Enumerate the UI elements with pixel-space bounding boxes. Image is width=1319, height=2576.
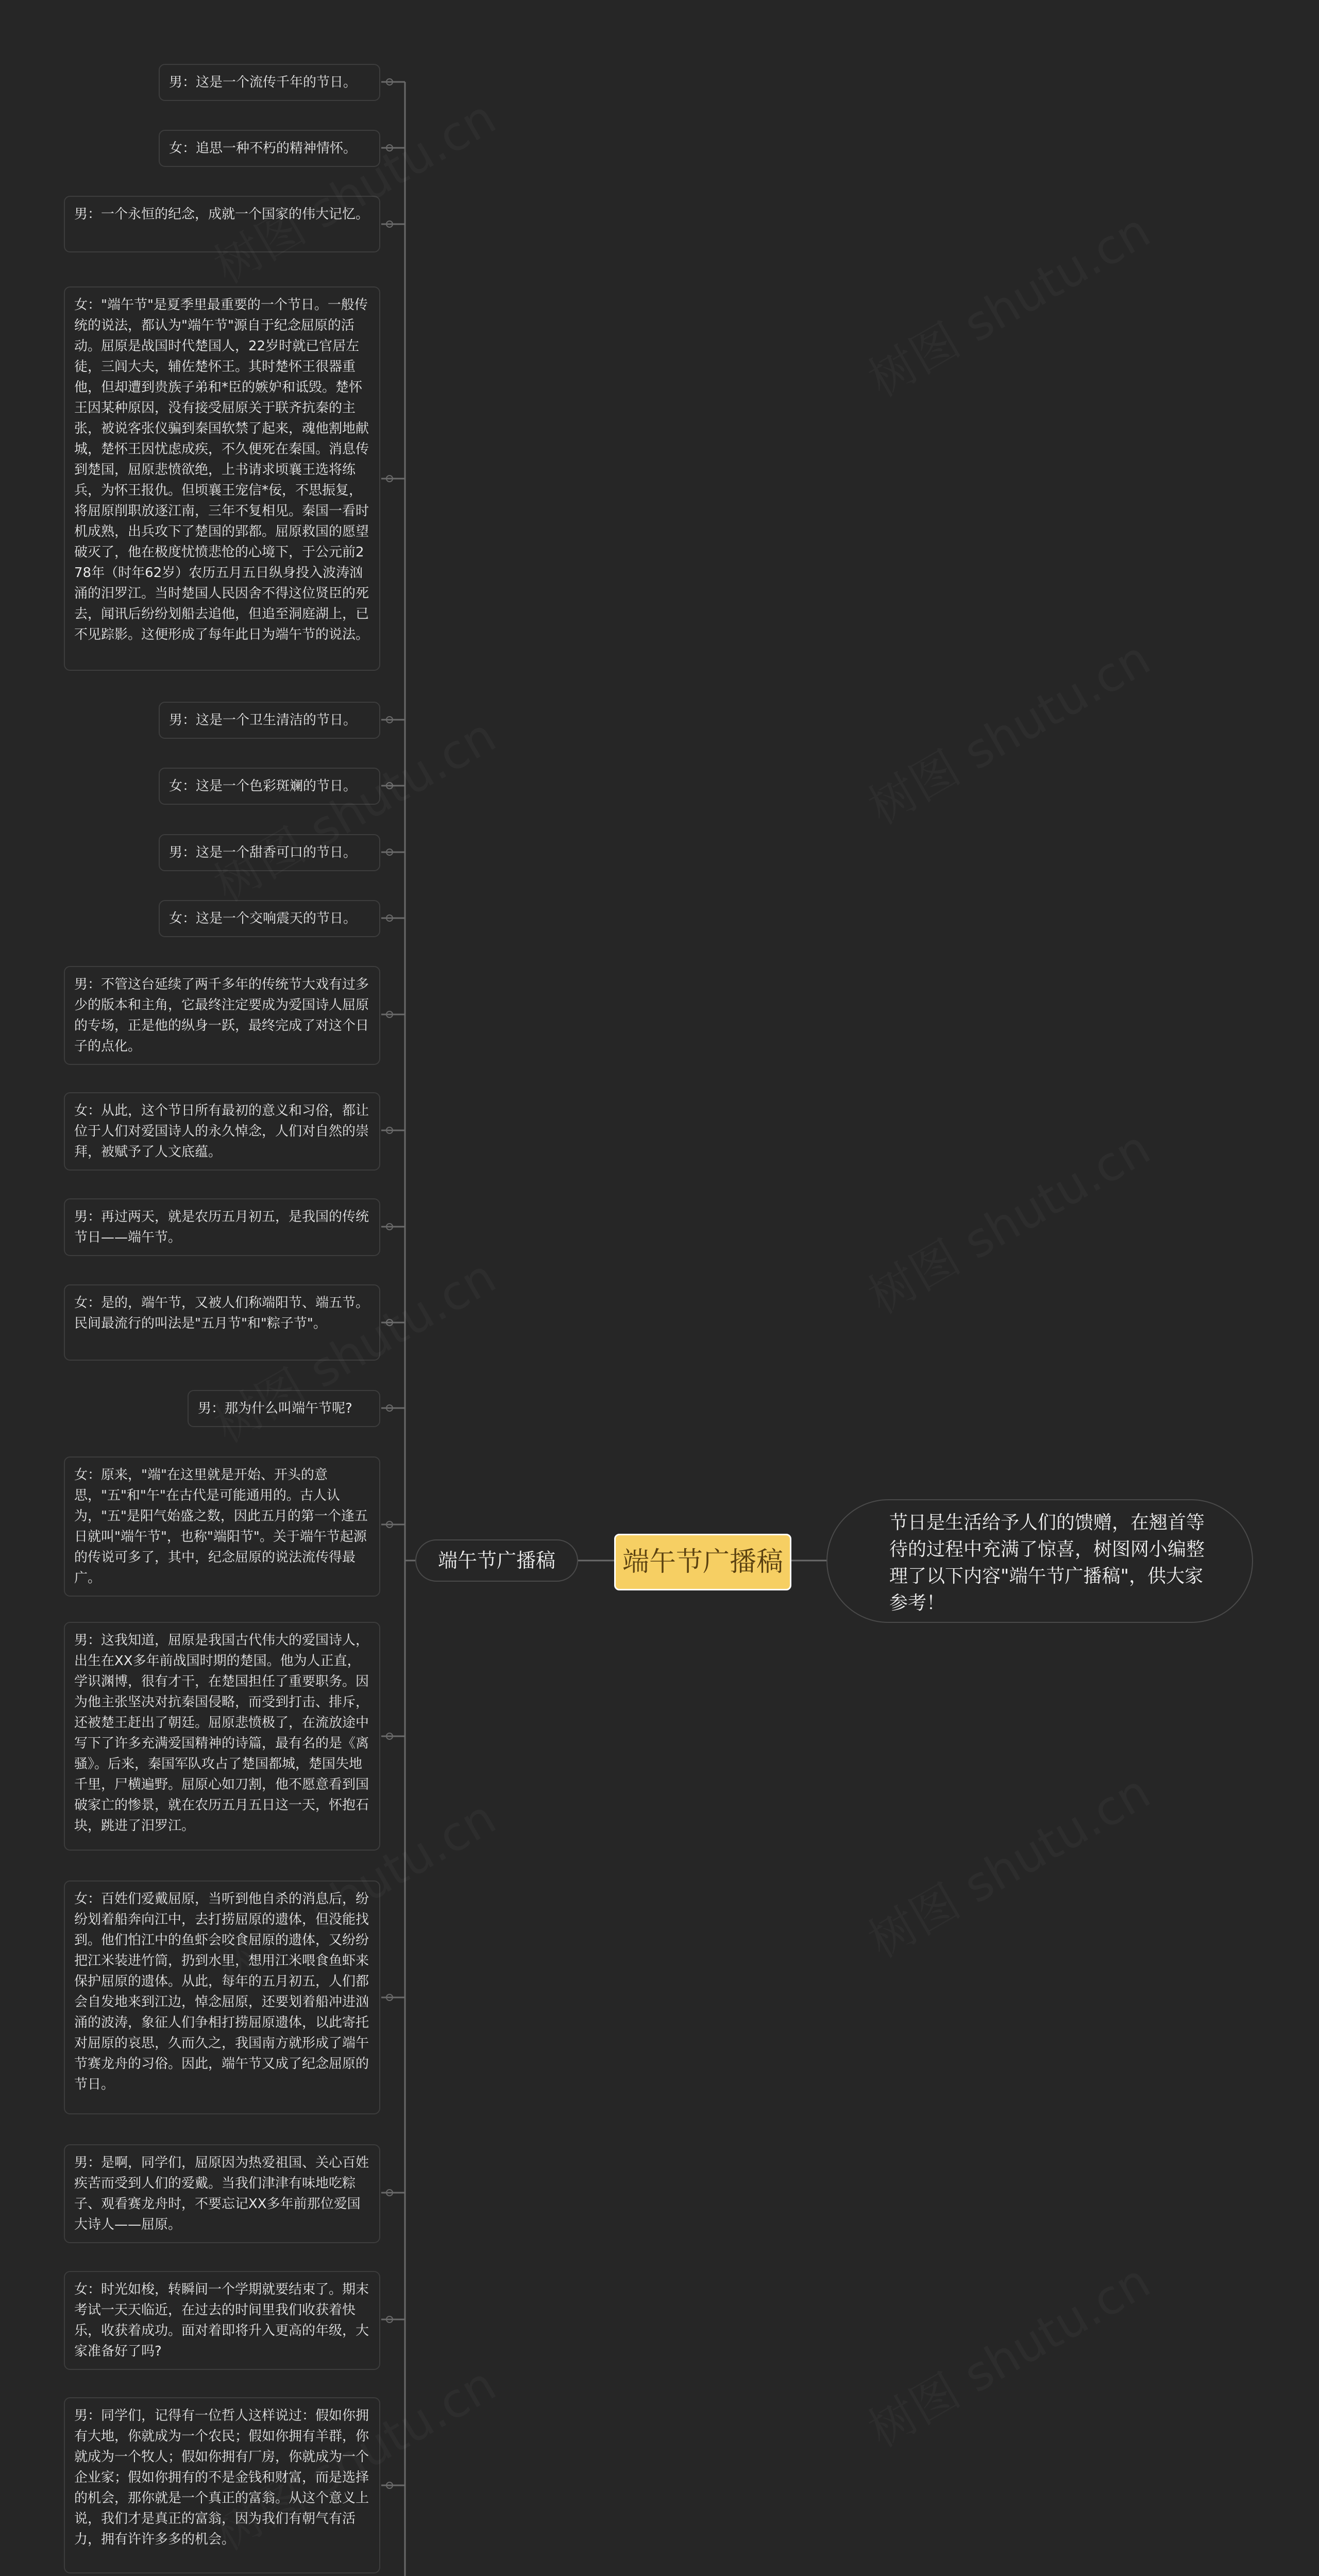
branch-node[interactable]: 端午节广播稿: [415, 1539, 578, 1582]
leaf-node[interactable]: 女："端午节"是夏季里最重要的一个节日。一般传统的说法，都认为"端午节"源自于纪念屈原的活动。屈原是战国时代楚国人，22岁时就已官居左徒，三闾大夫，辅佐楚怀王。其时楚怀王很器重他，但却遭到贵族子弟和*臣的嫉妒和诋毁。楚怀王因某种原因，没有接受屈原关于联齐抗秦的主张，被说客张仪骗到秦国软禁了起来，魂他割地献城，楚怀王因忧虑成疾，不久便死在秦国。消息传到楚国，屈原悲愤欲绝，上书请求顷襄王选将练兵，为怀王报仇。但顷襄王宠信*佞，不思振复，将屈原削职放逐江南，三年不复相见。秦国一看时机成熟，出兵攻下了楚国的郢都。屈原救国的愿望破灭了，他在极度忧愤悲怆的心境下，于公元前278年（时年62岁）农历五月五日纵身投入波涛汹涌的汨罗江。当时楚国人民因舍不得这位贤臣的死去，闻讯后纷纷划船去追他，但追至洞庭湖上，已不见踪影。这便形成了每年此日为端午节的说法。: [64, 286, 380, 671]
leaf-node[interactable]: 女：这是一个色彩斑斓的节日。: [159, 768, 380, 805]
leaf-node[interactable]: 女：百姓们爱戴屈原，当听到他自杀的消息后，纷纷划着船奔向江中，去打捞屈原的遗体，但没能找到。他们怕江中的鱼虾会咬食屈原的遗体，又纷纷把江米装进竹筒，扔到水里，想用江米喂食鱼虾来保护屈原的遗体。从此，每年的五月初五，人们都会自发地来到江边，悼念屈原，还要划着船冲进汹涌的波涛，象征人们争相打捞屈原遗体，以此寄托对屈原的哀思，久而久之，我国南方就形成了端午节赛龙舟的习俗。因此，端午节又成了纪念屈原的节日。: [64, 1880, 380, 2114]
leaf-node[interactable]: 女：这是一个交响震天的节日。: [159, 900, 380, 937]
leaf-node[interactable]: 男：同学们，记得有一位哲人这样说过：假如你拥有大地，你就成为一个农民；假如你拥有羊群，你就成为一个牧人；假如你拥有厂房，你就成为一个企业家；假如你拥有的不是金钱和财富，而是选择的机会，那你就是一个真正的富翁。从这个意义上说，我们才是真正的富翁，因为我们有朝气有活力，拥有许许多多的机会。: [64, 2397, 380, 2573]
leaf-node[interactable]: 女：从此，这个节日所有最初的意义和习俗，都让位于人们对爱国诗人的永久悼念，人们对自然的崇拜，被赋予了人文底蕴。: [64, 1092, 380, 1171]
leaf-node[interactable]: 女：时光如梭，转瞬间一个学期就要结束了。期末考试一天天临近，在过去的时间里我们收获着快乐，收获着成功。面对着即将升入更高的年级，大家准备好了吗?: [64, 2271, 380, 2370]
leaf-node[interactable]: 女：原来，"端"在这里就是开始、开头的意思，"五"和"午"在古代是可能通用的。古人认为，"五"是阳气始盛之数，因此五月的第一个逢五日就叫"端午节"，也称"端阳节"。关于端午节起源的传说可多了，其中，纪念屈原的说法流传得最广。: [64, 1456, 380, 1597]
leaf-node[interactable]: 男：再过两天，就是农历五月初五，是我国的传统节日——端午节。: [64, 1198, 380, 1256]
leaf-node[interactable]: 男：这是一个甜香可口的节日。: [159, 834, 380, 871]
leaf-node[interactable]: 男：这是一个卫生清洁的节日。: [159, 702, 380, 739]
summary-node[interactable]: 节日是生活给予人们的馈赠，在翘首等待的过程中充满了惊喜，树图网小编整理了以下内容"端午节广播稿"，供大家参考！: [826, 1499, 1253, 1623]
leaf-node[interactable]: 男：这我知道，屈原是我国古代伟大的爱国诗人，出生在XX多年前战国时期的楚国。他为人正直，学识渊博，很有才干，在楚国担任了重要职务。因为他主张坚决对抗秦国侵略，而受到打击、排斥，还被楚王赶出了朝廷。屈原悲愤极了，在流放途中写下了许多充满爱国精神的诗篇，最有名的是《离骚》。后来，秦国军队攻占了楚国都城，楚国失地千里，尸横遍野。屈原心如刀割，他不愿意看到国破家亡的惨景，就在农历五月五日这一天，怀抱石块，跳进了汨罗江。: [64, 1622, 380, 1851]
leaf-node[interactable]: 男：这是一个流传千年的节日。: [159, 64, 380, 101]
leaf-node[interactable]: 男：是啊，同学们，屈原因为热爱祖国、关心百姓疾苦而受到人们的爱戴。当我们津津有味地吃粽子、观看赛龙舟时，不要忘记XX多年前那位爱国大诗人——屈原。: [64, 2144, 380, 2243]
leaf-node[interactable]: 男：那为什么叫端午节呢?: [188, 1390, 380, 1427]
leaf-node[interactable]: 女：是的，端午节，又被人们称端阳节、端五节。民间最流行的叫法是"五月节"和"粽子节"。: [64, 1284, 380, 1361]
leaf-node[interactable]: 男：不管这台延续了两千多年的传统节大戏有过多少的版本和主角，它最终注定要成为爱国诗人屈原的专场，正是他的纵身一跃，最终完成了对这个日子的点化。: [64, 966, 380, 1065]
leaf-node[interactable]: 男：一个永恒的纪念，成就一个国家的伟大记忆。: [64, 196, 380, 252]
leaf-node[interactable]: 女：追思一种不朽的精神情怀。: [159, 130, 380, 167]
root-node[interactable]: 端午节广播稿: [614, 1534, 791, 1590]
